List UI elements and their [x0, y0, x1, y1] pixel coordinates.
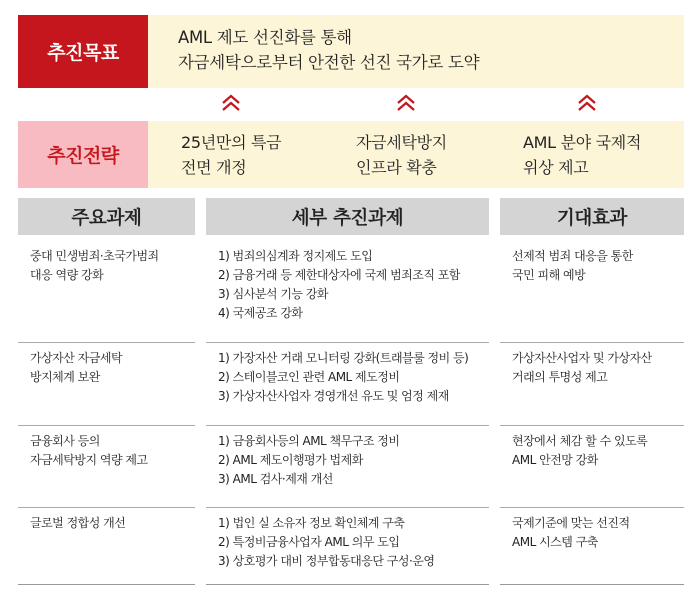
- detail-task-body: [206, 235, 489, 585]
- row-divider: [18, 425, 195, 426]
- goal-text: [148, 15, 684, 88]
- cell-line: 선제적 범죄 대응을 통한: [512, 249, 633, 263]
- cell-line: 3) 가상자산사업자 경영개선 유도 및 엄정 제재: [218, 389, 449, 403]
- cell-line: 현장에서 체감 할 수 있도록: [512, 434, 648, 448]
- strategy-item-line: 자금세탁방지: [356, 133, 447, 152]
- row-divider: [206, 342, 489, 343]
- detail-task-header: 세부 추진과제: [206, 198, 489, 235]
- goal-label: 추진목표: [18, 15, 148, 88]
- effect-body: [500, 235, 684, 585]
- cell-line: 방지체계 보완: [30, 370, 100, 384]
- main-task-column: [18, 198, 195, 585]
- effect-cell: [500, 514, 684, 552]
- strategy-item-line: 전면 개정: [181, 158, 247, 177]
- cell-line: 2) 특정비금융사업자 AML 의무 도입: [218, 535, 400, 549]
- cell-line: 글로벌 정합성 개선: [30, 516, 126, 530]
- effect-column: [500, 198, 684, 585]
- main-task-cell: [18, 349, 195, 387]
- row-divider: [18, 342, 195, 343]
- effect-cell: [500, 432, 684, 470]
- cell-line: 금융회사 등의: [30, 434, 100, 448]
- row-divider: [500, 342, 684, 343]
- strategy-label: 추진전략: [18, 121, 148, 188]
- strategy-item-line: 인프라 확충: [356, 158, 437, 177]
- double-chevron-up-icon: [221, 93, 241, 115]
- cell-line: 가상자산 자금세탁: [30, 351, 123, 365]
- detail-task-cell: [206, 514, 489, 571]
- cell-line: 2) 스테이블코인 관련 AML 제도정비: [218, 370, 400, 384]
- cell-line: 가상자산사업자 및 가상자산: [512, 351, 652, 365]
- cell-line: 1) 금융회사등의 AML 책무구조 정비: [218, 434, 400, 448]
- row-divider: [206, 507, 489, 508]
- row-divider: [500, 507, 684, 508]
- main-task-cell: [18, 432, 195, 470]
- cell-line: 3) 심사분석 기능 강화: [218, 287, 328, 301]
- strategy-item-line: AML 분야 국제적: [523, 133, 642, 152]
- double-chevron-up-icon: [577, 93, 597, 115]
- detail-task-column: [206, 198, 489, 585]
- strategy-item: [356, 130, 447, 180]
- strategy-item-line: 위상 제고: [523, 158, 589, 177]
- cell-line: AML 시스템 구축: [512, 535, 598, 549]
- goal-line-1: AML 제도 선진화를 통해: [178, 28, 352, 47]
- effect-header: 기대효과: [500, 198, 684, 235]
- main-task-cell: [18, 514, 195, 533]
- main-task-body: [18, 235, 195, 585]
- strategy-item: [523, 130, 641, 180]
- cell-line: 2) 금융거래 등 제한대상자에 국제 범죄조직 포함: [218, 268, 460, 282]
- cell-line: 1) 가장자산 거래 모니터링 강화(트래블룰 정비 등): [218, 351, 469, 365]
- arrows-row: [0, 93, 700, 117]
- strategy-item: [181, 130, 281, 180]
- cell-line: 중대 민생범죄·초국가범죄: [30, 249, 159, 263]
- detail-task-cell: [206, 247, 489, 323]
- cell-line: 자금세탁방지 역량 제고: [30, 453, 148, 467]
- goal-row: [18, 15, 684, 88]
- cell-line: 4) 국제공조 강화: [218, 306, 303, 320]
- cell-line: 3) 상호평가 대비 정부합동대응단 구성·운영: [218, 554, 435, 568]
- strategy-item-line: 25년만의 특금: [181, 133, 282, 152]
- double-chevron-up-icon: [396, 93, 416, 115]
- cell-line: 3) AML 검사·제재 개선: [218, 472, 333, 486]
- cell-line: AML 안전망 강화: [512, 453, 598, 467]
- cell-line: 1) 범죄의심계좌 정지제도 도입: [218, 249, 373, 263]
- cell-line: 거래의 투명성 제고: [512, 370, 608, 384]
- detail-task-cell: [206, 432, 489, 489]
- cell-line: 국제기준에 맞는 선진적: [512, 516, 630, 530]
- main-task-cell: [18, 247, 195, 285]
- effect-cell: [500, 247, 684, 285]
- goal-line-2: 자금세탁으로부터 안전한 선진 국가로 도약: [178, 53, 480, 72]
- cell-line: 국민 피해 예방: [512, 268, 586, 282]
- main-task-header: 주요과제: [18, 198, 195, 235]
- cell-line: 2) AML 제도이행평가 법제화: [218, 453, 363, 467]
- row-divider: [18, 507, 195, 508]
- row-divider: [206, 425, 489, 426]
- detail-task-cell: [206, 349, 489, 406]
- cell-line: 대응 역량 강화: [30, 268, 104, 282]
- effect-cell: [500, 349, 684, 387]
- strategy-items: [148, 121, 684, 188]
- row-divider: [500, 425, 684, 426]
- strategy-row: [18, 121, 684, 188]
- cell-line: 1) 법인 실 소유자 정보 확인체계 구축: [218, 516, 405, 530]
